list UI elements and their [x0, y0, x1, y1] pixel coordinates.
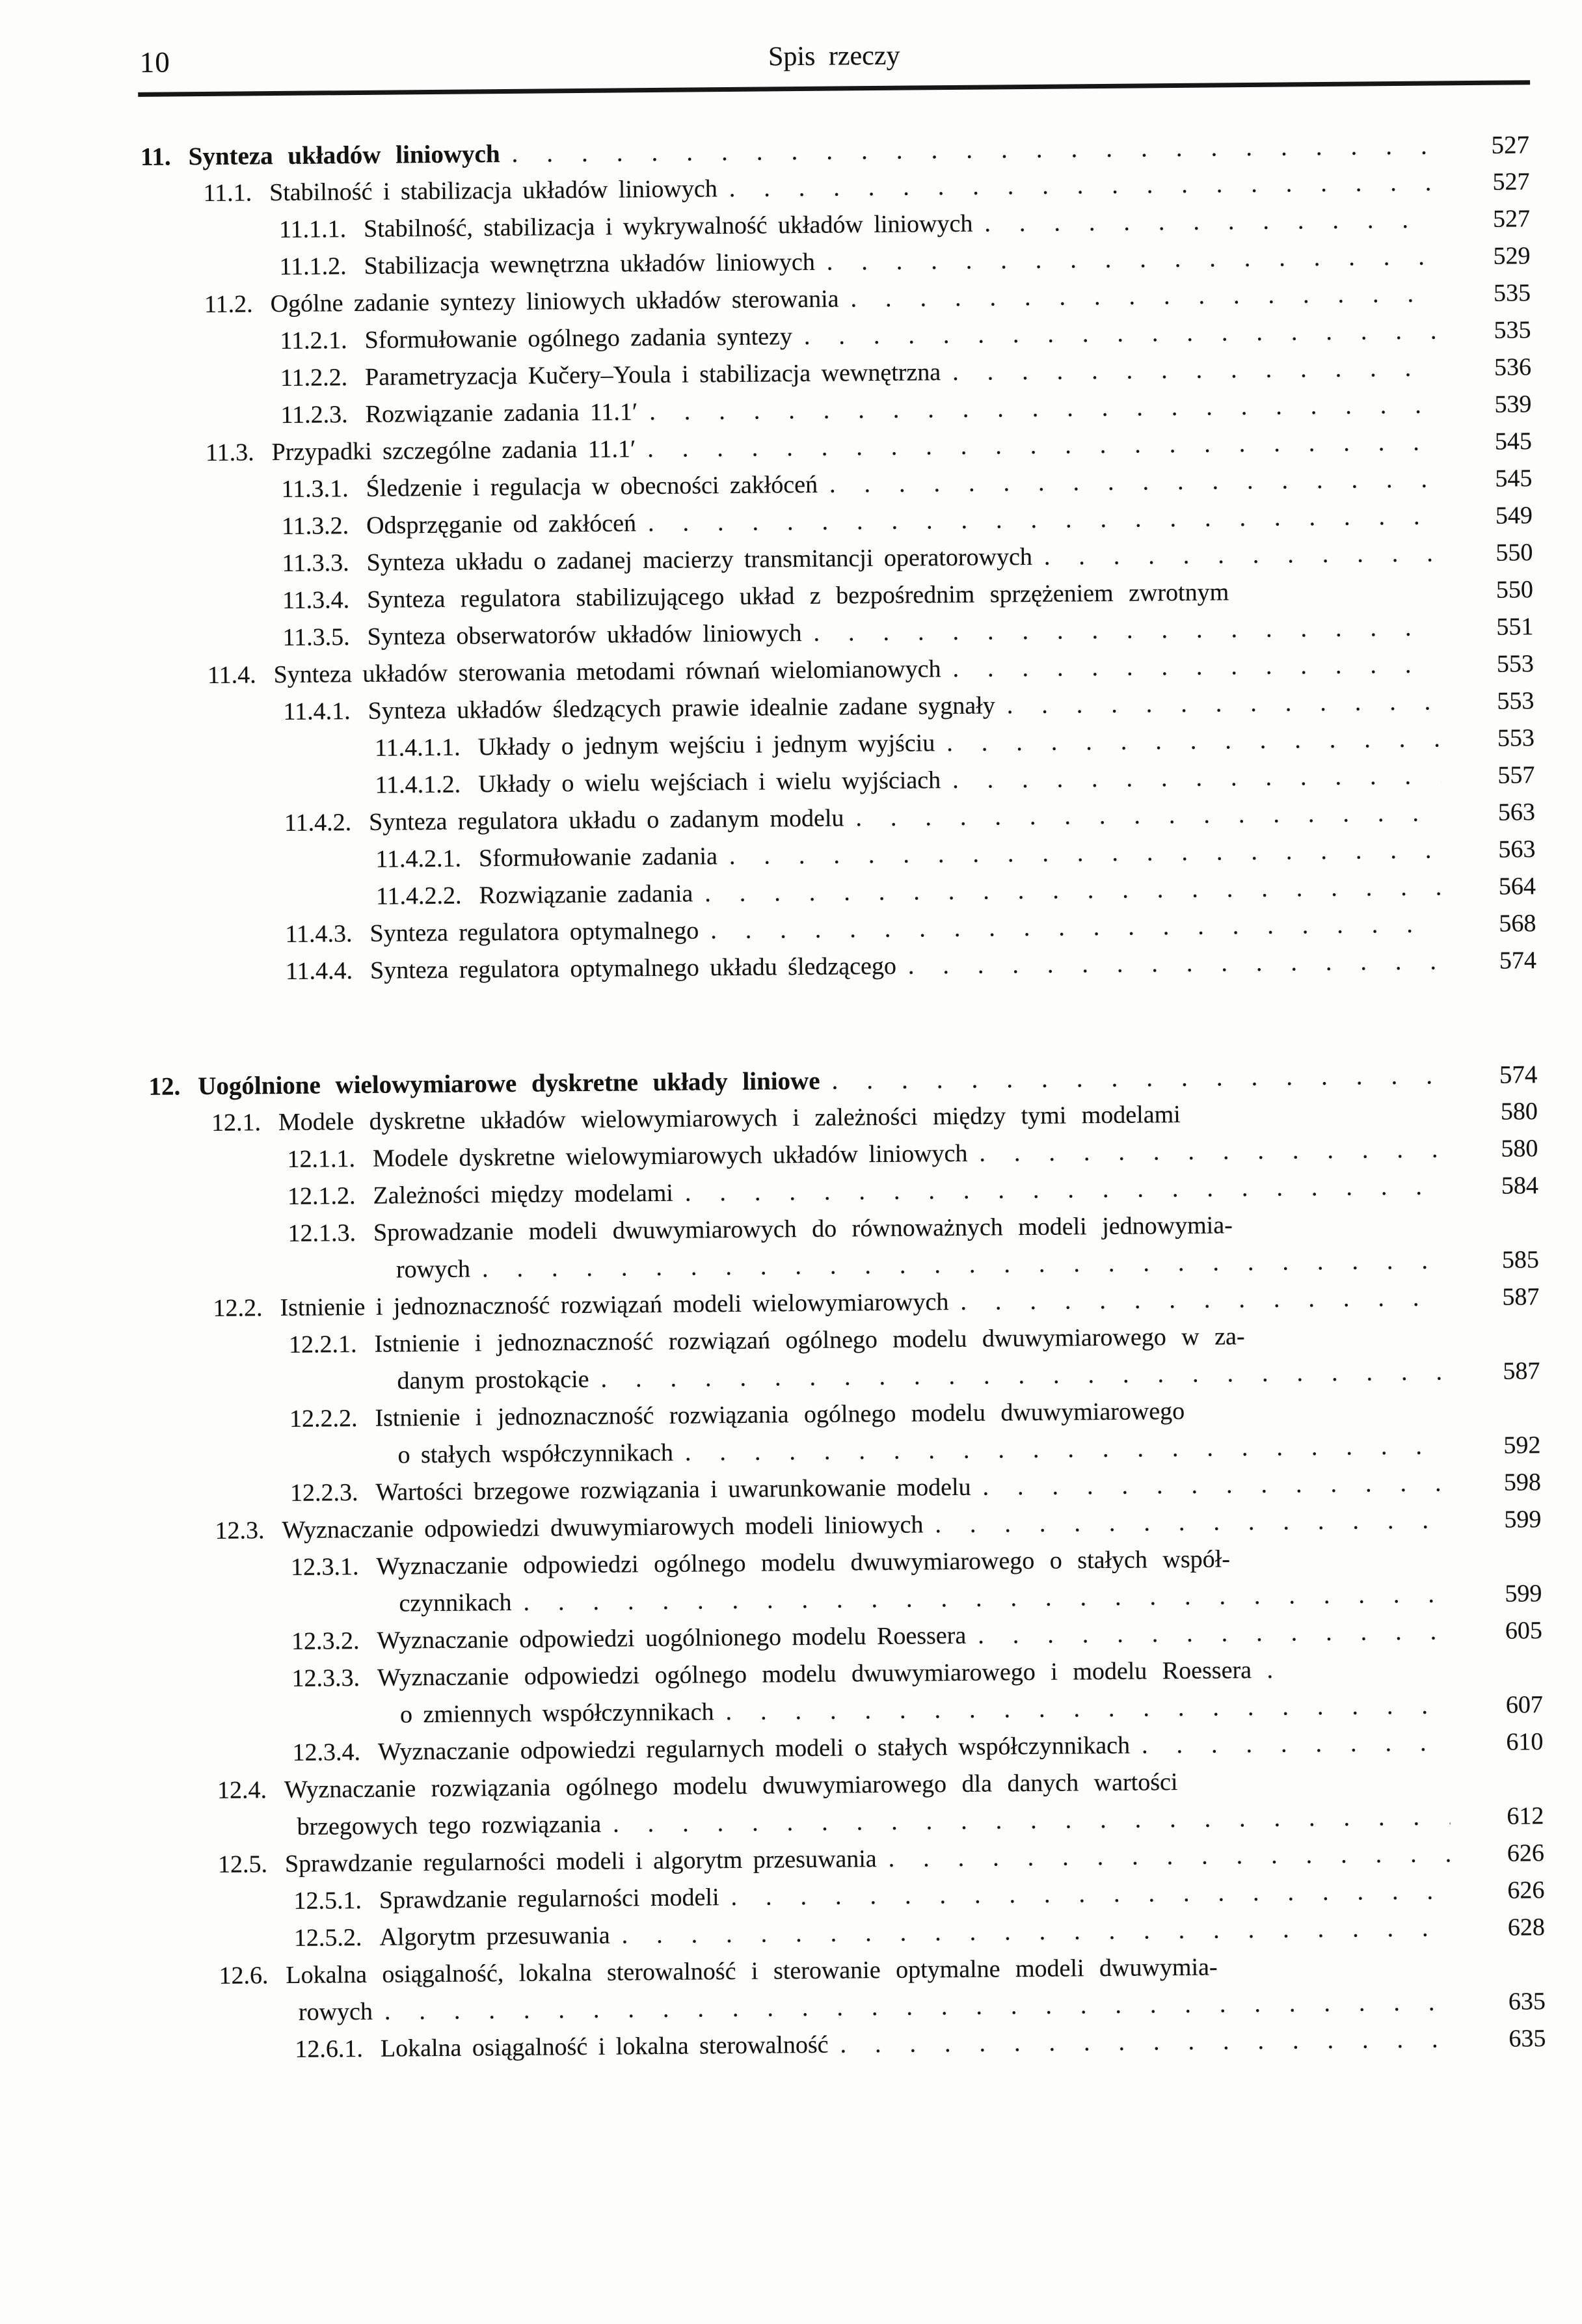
dot-leader: [850, 275, 1437, 318]
toc-page-number: 580: [1500, 1098, 1538, 1126]
toc-entry-title: danym prostokącie: [397, 1365, 589, 1395]
leader-space: [1257, 1342, 1446, 1344]
toc-entry-number: 11.4.4.: [285, 957, 353, 985]
toc-entry-title: Synteza układów śledzących prawie idealnie zadane sygnały: [368, 692, 995, 725]
toc-entry-number: 11.4.1.1.: [374, 733, 461, 762]
toc-entry-number: 11.: [140, 142, 171, 171]
toc-entry-number: 11.3.4.: [282, 586, 350, 614]
dot-leader: [729, 831, 1442, 875]
toc-entry-number: 11.4.1.2.: [375, 770, 461, 799]
leader-space: [1244, 1231, 1445, 1233]
toc-entry-number: 11.1.: [203, 179, 252, 208]
toc-page-number: 628: [1507, 1913, 1546, 1941]
toc-entry-title: brzegowych tego rozwiązania: [297, 1810, 602, 1841]
dot-leader: [647, 424, 1438, 468]
toc-page-number: 598: [1503, 1468, 1542, 1496]
toc-entry-title: rowych: [298, 1997, 373, 2026]
dot-leader: [888, 1835, 1451, 1878]
toc-entry-title: Ogólne zadanie syntezy liniowych układów sterowania: [270, 285, 839, 318]
leader-space: [1285, 1676, 1449, 1677]
toc-page-number: 535: [1493, 279, 1531, 307]
toc-entry-number: 12.6.: [219, 1962, 269, 1990]
toc-entry-number: 11.2.: [204, 290, 253, 319]
toc-entry-title: Stabilność, stabilizacja i wykrywalność układów liniowych: [363, 209, 973, 243]
leader-space: [1196, 1416, 1447, 1418]
toc-page-number: 545: [1494, 427, 1533, 455]
toc-entry-title: Synteza obserwatorów układów liniowych: [367, 619, 802, 651]
toc-entry-title: Sformułowanie ogólnego zadania syntezy: [364, 323, 793, 354]
toc-page-number: 529: [1493, 242, 1531, 270]
toc-page-number-empty: [1465, 1564, 1542, 1565]
toc-entry-number: 11.4.3.: [285, 920, 353, 948]
toc-entry-title: Istnienie i jednoznaczność rozwiązań modeli wielowymiarowych: [280, 1288, 949, 1322]
toc-entry-number: 11.1.1.: [278, 215, 347, 244]
dot-leader: [1044, 535, 1440, 575]
toc-page-number: 626: [1507, 1876, 1545, 1904]
toc-page-number: 553: [1496, 650, 1535, 678]
dot-leader: [935, 1502, 1447, 1543]
toc-entry-number: 11.3.1.: [281, 475, 349, 503]
toc-page-number: 527: [1491, 131, 1530, 159]
toc-page-number: 563: [1498, 835, 1536, 863]
toc-entry-title: Sformułowanie zadania: [478, 843, 718, 872]
dot-leader: [804, 312, 1438, 355]
toc-entry-number: 11.3.2.: [281, 512, 349, 540]
toc-entry-number: 12.: [148, 1072, 181, 1101]
toc-page-number: 592: [1503, 1431, 1541, 1459]
toc-entry-number: 12.2.3.: [289, 1479, 358, 1507]
toc-page-number: 635: [1508, 1988, 1546, 2016]
toc-page-number: 599: [1504, 1506, 1542, 1534]
toc-entry-number: 11.2.3.: [280, 401, 348, 429]
leader-space: [1240, 598, 1440, 600]
dot-leader: [952, 757, 1441, 799]
toc-page-number: 550: [1495, 539, 1533, 567]
toc-entry-title: Wartości brzegowe rozwiązania i uwarunkowanie modelu: [375, 1473, 971, 1506]
leader-space: [1190, 1787, 1450, 1789]
dot-leader: [621, 1910, 1451, 1954]
toc-entry-number: 12.5.2.: [293, 1923, 362, 1952]
dot-leader: [725, 1687, 1449, 1731]
toc-entry-title: Lokalna osiągalność i lokalna sterowalność: [380, 2031, 829, 2062]
dot-leader: [648, 498, 1439, 542]
toc-entry-title: Odsprzęganie od zakłóceń: [366, 509, 637, 539]
toc-page-number: 585: [1501, 1246, 1540, 1274]
toc-entry-number: 12.1.1.: [287, 1145, 356, 1173]
toc-page-number-empty: [1462, 1230, 1539, 1231]
toc-entry-number: 12.3.3.: [291, 1664, 360, 1692]
toc-page-number: 535: [1494, 316, 1531, 344]
toc-page-number: 550: [1495, 576, 1534, 604]
toc-entry-title: Istnienie i jednoznaczność rozwiązania ogólnego modelu dwuwymiarowego: [375, 1397, 1185, 1432]
toc-entry-title: Wyznaczanie odpowiedzi ogólnego modelu dwuwymiarowego i modelu Roessera .: [377, 1656, 1274, 1692]
toc-page-number: 605: [1505, 1617, 1543, 1645]
toc-entry-title: Modele dyskretne wielowymiarowych układów liniowych: [372, 1139, 968, 1172]
toc-entry-title: Układy o wielu wejściach i wielu wyjściach: [477, 766, 941, 798]
dot-leader: [600, 1353, 1446, 1398]
toc-page-number: 545: [1495, 465, 1533, 493]
toc-entry-title: Wyznaczanie odpowiedzi regularnych modeli o stałych współczynnikach: [377, 1731, 1131, 1766]
toc-entry-title: Wyznaczanie odpowiedzi uogólnionego modelu Roessera: [377, 1621, 967, 1655]
toc-entry-number: 12.6.1.: [295, 2034, 364, 2063]
toc-page-number: 527: [1492, 205, 1531, 233]
toc-page-number: 587: [1502, 1283, 1540, 1311]
toc-entry-number: 12.1.: [211, 1109, 261, 1137]
leader-space: [1229, 1973, 1452, 1975]
folio-page-number: 10: [139, 46, 171, 79]
dot-leader: [984, 201, 1436, 242]
toc-entry-number: 12.1.2.: [287, 1182, 356, 1210]
toc-page-number: 564: [1498, 872, 1536, 900]
toc-entry-title: Sprowadzanie modeli dwuwymiarowych do równoważnych modeli jednowymia-: [373, 1211, 1233, 1247]
toc-page-number: 536: [1494, 353, 1532, 381]
toc-entry-title: Uogólnione wielowymiarowe dyskretne układy liniowe: [198, 1066, 820, 1101]
toc-page-number: 610: [1506, 1728, 1544, 1756]
toc-entry-title: Parametryzacja Kučery–Youla i stabilizacja wewnętrzna: [364, 358, 941, 391]
toc-entry-title: rowych: [395, 1255, 471, 1284]
dot-leader: [710, 906, 1443, 949]
dot-leader: [908, 943, 1443, 984]
toc-entry-title: Sprawdzanie regularności modeli: [379, 1884, 719, 1914]
toc-entry-title: Stabilność i stabilizacja układów liniowych: [269, 175, 717, 207]
toc-page-number: 539: [1494, 390, 1532, 418]
toc-entry-number: 11.2.2.: [280, 364, 348, 392]
toc-entry-title: Synteza regulatora optymalnego układu śledzącego: [369, 952, 897, 984]
dot-leader: [960, 1279, 1446, 1321]
toc-entry-title: Wyznaczanie rozwiązania ogólnego modelu dwuwymiarowego dla danych wartości: [284, 1768, 1178, 1804]
toc-entry-title: Synteza układów sterowania metodami równań wielomianowych: [273, 655, 941, 689]
toc-page-number: 549: [1495, 502, 1533, 530]
toc-entry-title: czynnikach: [399, 1588, 512, 1617]
toc-entry-number: 12.3.: [215, 1517, 265, 1545]
dot-leader: [731, 1872, 1451, 1916]
toc-entry-title: Synteza regulatora stabilizującego układ z bezpośrednim sprzężeniem zwrotnym: [366, 578, 1229, 614]
dot-leader: [946, 720, 1441, 762]
leader-space: [1242, 1565, 1448, 1567]
dot-leader: [979, 1131, 1445, 1172]
toc-entry-title: Stabilizacja wewnętrzna układów liniowych: [364, 248, 815, 280]
toc-page-number: 587: [1503, 1357, 1540, 1385]
toc-entry-title: Zależności między modelami: [373, 1179, 674, 1209]
dot-leader: [855, 794, 1441, 837]
toc-page-number: 553: [1497, 724, 1535, 752]
toc-page-number: 568: [1499, 910, 1536, 938]
header-rule: [138, 80, 1530, 97]
toc-entry-title: Algorytm przesuwania: [379, 1921, 610, 1951]
toc-page-number: 551: [1496, 613, 1534, 641]
toc-page-number: 635: [1508, 2025, 1546, 2053]
toc-entry-number: 12.1.3.: [288, 1219, 356, 1247]
dot-leader: [685, 1168, 1445, 1211]
page-header: [140, 33, 1529, 82]
toc-entry-title: Synteza układów liniowych: [188, 140, 500, 171]
toc-entry-number: 11.3.: [205, 439, 254, 467]
toc-entry-number: 12.2.2.: [289, 1405, 358, 1433]
toc-entry-number: 11.1.2.: [279, 252, 347, 281]
toc-entry-title: Sprawdzanie regularności modeli i algorytm przesuwania: [284, 1845, 877, 1878]
toc-page-number: 584: [1501, 1172, 1539, 1200]
toc-page-number: 527: [1492, 168, 1530, 196]
toc-entry-number: 11.2.1.: [280, 327, 347, 355]
toc-entry-number: 12.2.1.: [288, 1331, 357, 1358]
dot-leader: [829, 461, 1439, 503]
dot-leader: [831, 1057, 1443, 1099]
toc-entry-title: Lokalna osiągalność, lokalna sterowalność i sterowanie optymalne modeli dwuwymia-: [286, 1953, 1218, 1990]
toc-entry-title: o stałych współczynnikach: [397, 1439, 674, 1469]
toc-entry-title: Rozwiązanie zadania: [479, 880, 693, 910]
toc-page-number: 557: [1497, 761, 1535, 789]
toc-entry-title: Wyznaczanie odpowiedzi ogólnego modelu dwuwymiarowego o stałych współ-: [376, 1545, 1231, 1580]
dot-leader: [952, 349, 1438, 391]
toc-entry-number: 11.4.1.: [283, 697, 351, 725]
toc-page-number: 599: [1505, 1580, 1542, 1608]
toc-entry-title: o zmiennych współczynnikach: [399, 1698, 714, 1729]
dot-leader: [978, 1613, 1449, 1654]
toc-entry-title: Rozwiązanie zadania 11.1′: [365, 398, 638, 428]
dot-leader: [1006, 683, 1440, 724]
dot-leader: [649, 386, 1438, 431]
leader-space: [1192, 1120, 1444, 1122]
toc-entry-number: 11.4.: [207, 661, 256, 689]
dot-leader: [685, 1427, 1447, 1471]
toc-entry-number: 12.2.: [213, 1294, 263, 1322]
running-title: Spis rzeczy: [768, 40, 900, 72]
toc-page-number-empty: [1468, 1972, 1545, 1973]
toc-entry-number: 12.3.4.: [292, 1738, 361, 1766]
dot-leader: [840, 2021, 1452, 2063]
toc-entry-number: 11.4.2.2.: [375, 882, 462, 910]
toc-entry-title: Synteza regulatora optymalnego: [369, 917, 699, 947]
toc-entry-number: 11.3.3.: [282, 549, 349, 577]
toc-page-number: 612: [1507, 1802, 1544, 1830]
dot-leader: [729, 164, 1436, 207]
toc-page-number: 553: [1497, 687, 1535, 715]
dot-leader: [982, 1465, 1447, 1506]
toc-page-number: 580: [1501, 1135, 1538, 1163]
toc-page-number: 574: [1499, 947, 1537, 975]
toc-entry-title: Wyznaczanie odpowiedzi dwuwymiarowych modeli liniowych: [282, 1511, 924, 1545]
toc-entry-title: Śledzenie i regulacja w obecności zakłóceń: [366, 470, 818, 502]
toc-page-number-empty: [1466, 1675, 1543, 1676]
toc-page-number: 626: [1507, 1839, 1545, 1867]
toc-page-number: 574: [1499, 1061, 1538, 1089]
toc-entry-number: 12.5.: [217, 1850, 268, 1878]
toc-entry-number: 11.3.5.: [282, 623, 350, 651]
toc-entry-number: 11.4.2.1.: [375, 844, 462, 873]
toc-page-number: 563: [1497, 798, 1536, 826]
dot-leader: [827, 238, 1437, 280]
toc-entry-title: Istnienie i jednoznaczność rozwiązań ogólnego modelu dwuwymiarowego w za-: [374, 1323, 1245, 1358]
toc-entry-title: Przypadki szczególne zadania 11.1′: [271, 435, 636, 466]
toc-page-number: 607: [1505, 1691, 1544, 1719]
dot-leader: [952, 646, 1440, 688]
dot-leader: [704, 869, 1442, 912]
dot-leader: [1142, 1724, 1450, 1764]
toc-entry-number: 12.3.2.: [291, 1627, 360, 1655]
toc-entry-title: Układy o jednym wejściu i jednym wyjściu: [477, 729, 935, 761]
toc-entry-title: Synteza układu o zadanej macierzy transmitancji operatorowych: [366, 543, 1033, 576]
toc-entry-title: Modele dyskretne układów wielowymiarowych i zależności między tymi modelami: [278, 1100, 1181, 1137]
dot-leader: [813, 609, 1440, 651]
toc-entry-number: 11.4.2.: [284, 809, 352, 837]
toc-entry-number: 12.5.1.: [293, 1887, 362, 1915]
toc-entry-number: 12.4.: [217, 1776, 267, 1804]
toc-entry-number: 12.3.1.: [290, 1553, 359, 1581]
toc-list: [141, 126, 1546, 2070]
chapter-gap: [148, 979, 1537, 1068]
toc-entry-title: Synteza regulatora układu o zadanym modelu: [368, 804, 844, 836]
